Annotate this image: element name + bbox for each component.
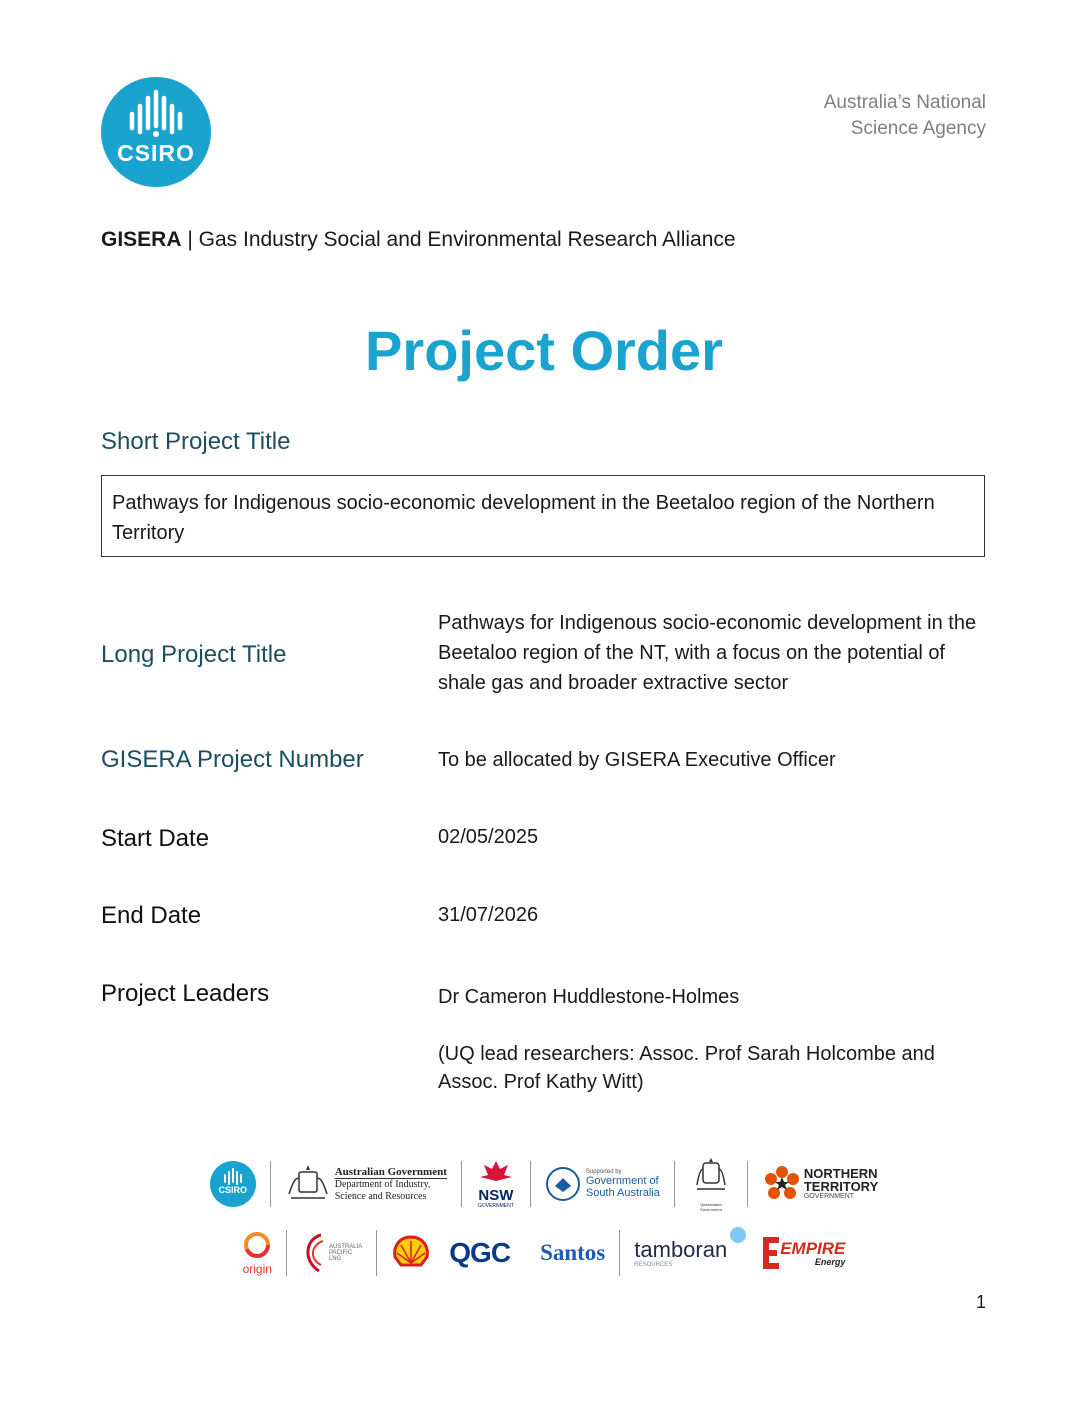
csiro-logo <box>100 76 212 188</box>
northern-territory-logo <box>762 1164 878 1204</box>
aplng-line-1: AUSTRALIA <box>328 1244 363 1250</box>
agency-tagline <box>824 90 986 142</box>
tamboran-logo-text: tamboran <box>634 1237 728 1262</box>
logo-divider <box>376 1230 377 1276</box>
desert-rose-icon <box>762 1164 802 1204</box>
nsw-logo-subtext: GOVERNMENT <box>477 1203 514 1209</box>
end-date-value: 31/07/2026 <box>438 904 539 926</box>
agency-line-2: Science Agency <box>850 118 986 139</box>
santos-logo: Santos <box>540 1240 606 1265</box>
project-number-value: To be allocated by GISERA Executive Officer <box>438 749 836 771</box>
long-title-value: Pathways for Indigenous socio-economic development in the Beetaloo region of the NT, with a focus on the potential of shale gas and broader extractive sector <box>438 612 977 694</box>
aus-gov-line-2: Department of Industry, <box>334 1178 431 1190</box>
long-title-heading: Long Project Title <box>101 641 287 668</box>
start-date-value: 02/05/2025 <box>438 826 539 848</box>
qgc-logo: QGC <box>449 1237 511 1268</box>
gisera-heading <box>101 228 736 252</box>
coat-of-arms-icon <box>285 1164 331 1204</box>
page-number: 1 <box>975 1292 986 1312</box>
logo-divider <box>747 1161 748 1207</box>
aplng-line-2: PACIFIC <box>328 1250 353 1256</box>
page-title: Project Order <box>365 319 723 382</box>
uq-researchers-line-2: Assoc. Prof Kathy Witt) <box>438 1071 644 1093</box>
gisera-separator: | <box>181 228 199 251</box>
aplng-line-3: LNG <box>328 1256 342 1262</box>
aus-gov-line-1: Australian Government <box>334 1165 447 1178</box>
nsw-government-logo <box>476 1159 516 1209</box>
csiro-logo-text: CSIRO <box>117 140 195 166</box>
empire-e-icon <box>761 1235 779 1271</box>
queensland-government-logo <box>689 1157 733 1212</box>
tamboran-orb-icon <box>729 1226 747 1244</box>
start-date-heading: Start Date <box>101 825 210 852</box>
australian-government-logo <box>285 1164 447 1204</box>
nt-line-2: TERRITORY <box>803 1179 879 1194</box>
tamboran-logo <box>634 1238 727 1268</box>
empire-energy-logo <box>761 1235 845 1271</box>
logo-divider <box>286 1230 287 1276</box>
nt-line-1: NORTHERN <box>803 1166 878 1181</box>
gisera-acronym: GISERA <box>101 228 182 251</box>
end-date-heading: End Date <box>101 902 202 929</box>
empire-line-1: EMPIRE <box>780 1238 846 1258</box>
origin-logo <box>243 1232 272 1275</box>
logo-divider <box>270 1161 271 1207</box>
aplng-logo <box>301 1231 362 1275</box>
csiro-small-bars-icon <box>210 1165 256 1189</box>
project-leader-name: Dr Cameron Huddlestone-Holmes <box>438 986 740 1008</box>
csiro-small-logo <box>210 1161 256 1207</box>
piping-shrike-icon <box>545 1166 581 1202</box>
project-leaders-heading: Project Leaders <box>101 980 270 1007</box>
agency-line-1: Australia’s National <box>823 92 986 113</box>
aplng-swirl-icon <box>301 1231 327 1275</box>
origin-sun-icon <box>243 1232 271 1258</box>
sa-line-3: South Australia <box>585 1187 660 1199</box>
qld-logo-text: Queensland Government <box>699 1201 722 1212</box>
nt-line-3: GOVERNMENT <box>803 1193 855 1200</box>
aus-gov-line-3: Science and Resources <box>334 1190 427 1202</box>
waratah-icon <box>476 1159 516 1183</box>
logo-divider <box>674 1161 675 1207</box>
uq-researchers-line-1: (UQ lead researchers: Assoc. Prof Sarah Holcombe and <box>438 1043 935 1065</box>
tamboran-logo-subtext: RESOURCES <box>634 1262 673 1268</box>
gisera-full-name: Gas Industry Social and Environmental Research Alliance <box>198 228 736 251</box>
logo-divider <box>619 1230 620 1276</box>
short-title-box: Pathways for Indigenous socio-economic development in the Beetaloo region of the Northern Territory <box>101 475 985 557</box>
shell-pecten-icon <box>391 1235 431 1271</box>
south-australia-logo <box>545 1166 660 1202</box>
project-number-heading: GISERA Project Number <box>101 746 364 773</box>
short-title-heading: Short Project Title <box>101 428 291 455</box>
nsw-logo-text: NSW <box>478 1187 514 1204</box>
partner-logos-row-1 <box>0 1157 1088 1211</box>
partner-logos-row-2 <box>0 1226 1088 1280</box>
sa-line-2: Government of <box>585 1175 659 1187</box>
origin-logo-text: origin <box>242 1261 272 1276</box>
logo-divider <box>461 1161 462 1207</box>
empire-line-2: Energy <box>814 1256 846 1267</box>
logo-divider <box>530 1161 531 1207</box>
queensland-crest-icon <box>691 1157 731 1197</box>
csiro-small-logo-text: CSIRO <box>218 1185 247 1195</box>
sa-line-1: Supported by <box>585 1169 622 1175</box>
